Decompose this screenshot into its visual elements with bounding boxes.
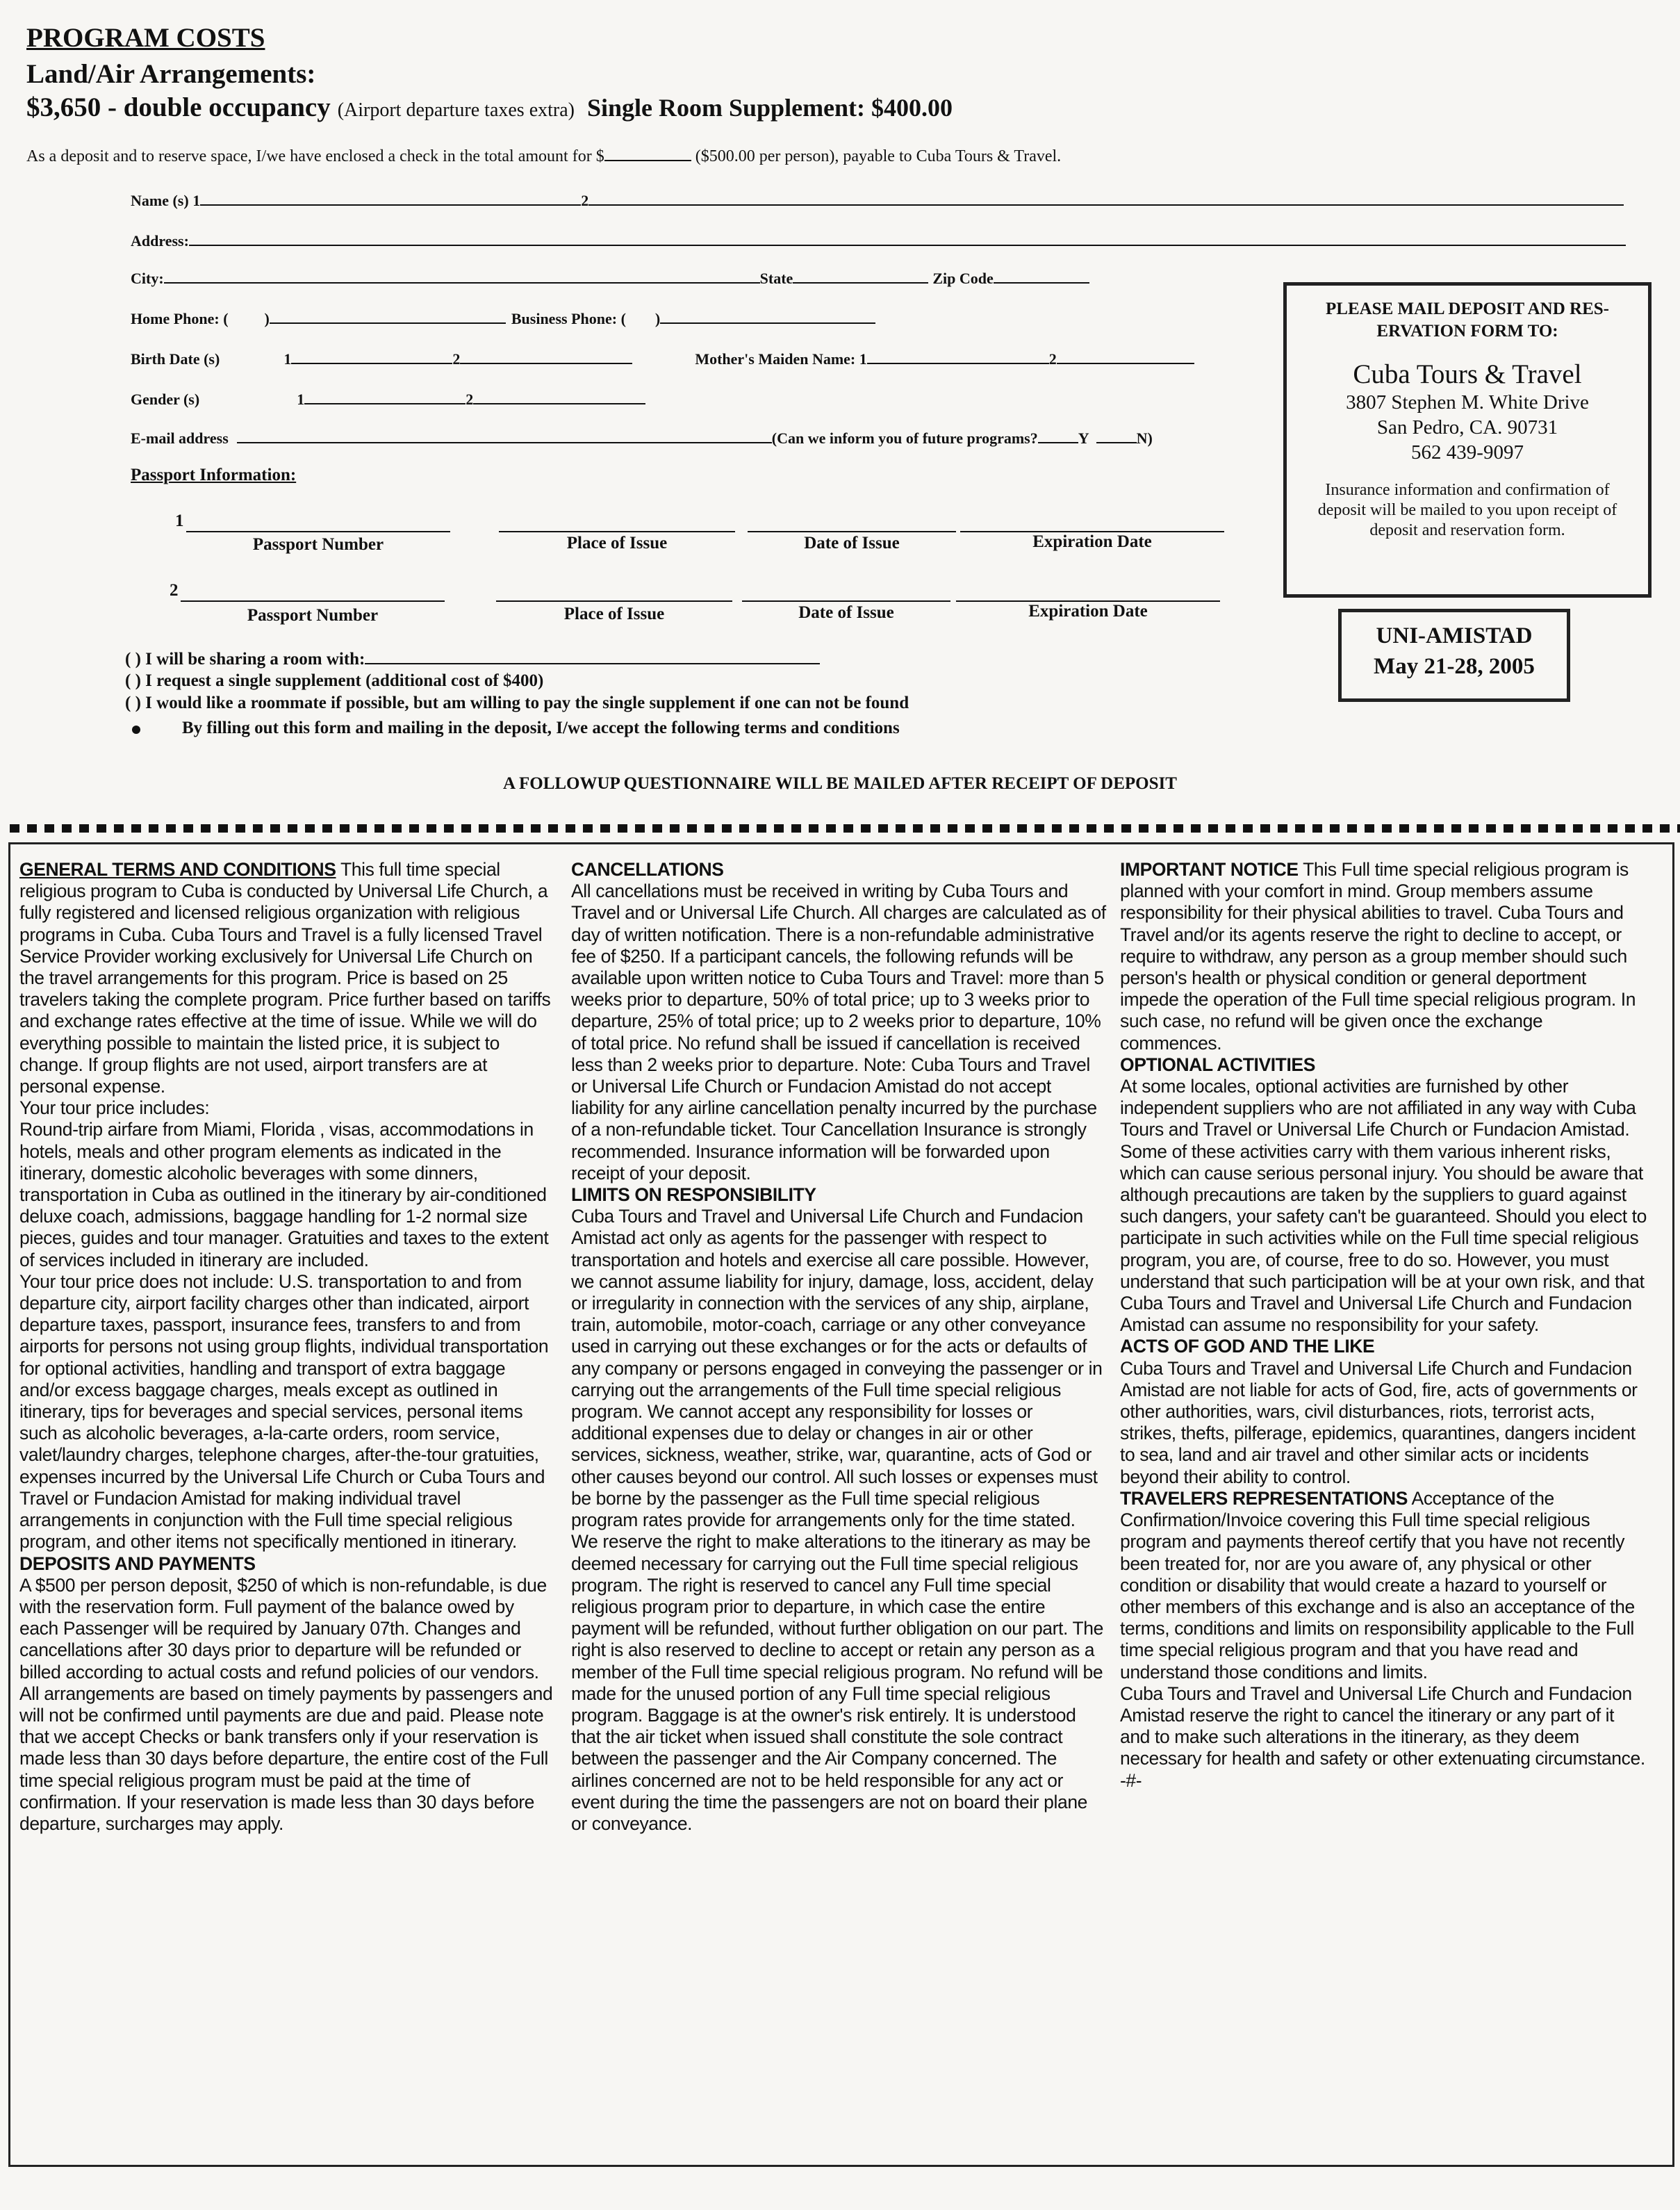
maiden-2-field[interactable] xyxy=(1057,346,1194,364)
passport-2-col-expiration: Expiration Date xyxy=(1028,602,1148,621)
optional-activities-heading: OPTIONAL ACTIVITIES xyxy=(1120,1054,1315,1075)
inform-yes-field[interactable] xyxy=(1038,425,1078,443)
birth-1-label: 1 xyxy=(283,350,292,368)
option-sharing[interactable] xyxy=(125,649,820,669)
option-single-label: I request a single supplement (additional cost of $400) xyxy=(145,671,544,690)
passport-2-place-field[interactable] xyxy=(496,599,732,602)
mail-box-phone: 562 439-9097 xyxy=(1411,441,1524,464)
home-phone-paren: ) xyxy=(264,310,270,327)
acceptance-statement: By filling out this form and mailing in the deposit, I/we accept the following terms and conditions xyxy=(182,719,900,737)
inform-question: (Can we inform you of future programs? xyxy=(771,429,1038,447)
deposit-amount-field[interactable] xyxy=(604,143,691,161)
inform-yes-label: Y xyxy=(1078,429,1089,447)
gender-2-label: 2 xyxy=(466,391,474,408)
travelers-text: Acceptance of the Confirmation/Invoice covering this Full time special religious program and payments thereof certify that you have not recently been treated for, nor are you aware of, any physical or other condition or disability that would create a hazard to yourself or other members of this exchange and is also an acceptance of the terms, conditions and limits on responsibility applicable to the Full time special religious program and that you have read and understand those conditions and limits. xyxy=(1120,1487,1635,1683)
option-sharing-label: I will be sharing a room with: xyxy=(145,650,365,669)
address-row xyxy=(131,228,1626,250)
gender-label: Gender (s) xyxy=(131,391,200,408)
home-phone-label: Home Phone: ( xyxy=(131,310,229,327)
subtitle: Land/Air Arrangements: xyxy=(26,59,316,89)
business-phone-label: Business Phone: ( xyxy=(511,310,626,327)
email-row xyxy=(131,425,1153,448)
price-line xyxy=(26,92,953,123)
option-single[interactable] xyxy=(125,671,543,691)
single-supplement: Single Room Supplement: $400.00 xyxy=(586,94,953,122)
final-text: Cuba Tours and Travel and Universal Life Church and Fundacion Amistad reserve the right to cancel the itinerary or any part of it and to make such alterations in the itinerary, as they deem necessary for health and safety or other extenuating circumstance. -#- xyxy=(1120,1683,1645,1791)
important-notice-text: This Full time special religious program is planned with your comfort in mind. Group members assume responsibility for their physical abilities to travel. Cuba Tours and Travel and/or its agents reserve the right to decline to accept, or require to withdraw, any person as a group member should such person's health or physical condition or general deportment impede the operation of the Full time special religious program. In such case, no refund will be given once the exchange commences. xyxy=(1120,859,1636,1054)
email-field[interactable] xyxy=(237,425,772,443)
city-row xyxy=(131,265,1089,288)
passport-heading: Passport Information: xyxy=(131,466,297,484)
terms-column-2 xyxy=(571,859,1106,1835)
limits-text: Cuba Tours and Travel and Universal Life Church and Fundacion Amistad act only as agents for the passenger with respect to transportation and hotels and exercise all care possible. However, we cannot assume liability for injury, damage, loss, accident, delay or irregularity in connection with the services of any ship, airplane, train, automobile, motor-coach, carriage or any other conveyance used in carrying out these exchanges or for the acts or defaults of any company or persons engaged in conveying the passenger or in carrying out the arrangements of the Full time special religious program. We cannot accept any responsibility for losses or additional expenses due to delay or changes in air or other services, sickness, weather, strike, war, quarantine, acts of God or other causes beyond our control. All such losses or expenses must be borne by the passenger as the Full time special religious program rates provide for arrangements only for the time stated. We reserve the right to make alterations to the itinerary as may be deemed necessary for carrying out the Full time special religious program. The right is reserved to cancel any Full time special religious program prior to departure, in which case the entire payment will be refunded, without further obligation on our part. The right is also reserved to decline to accept or retain any person as a member of the Full time special religious program. No refund will be made for the unused portion of any Full time special religious program. Baggage is at the owner's risk entirely. It is understood that the air ticket when issued shall constitute the sole contract between the passenger and the Air Company concerned. The airlines concerned are not to be held responsible for any act or event during the time the passengers are not on board their plane or conveyance. xyxy=(571,1206,1103,1834)
passport-2-number-field[interactable] xyxy=(181,599,445,602)
passport-2-date-field[interactable] xyxy=(742,599,950,602)
passport-1-date-field[interactable] xyxy=(748,530,956,532)
city-label: City: xyxy=(131,270,164,287)
birth-date-2-field[interactable] xyxy=(460,346,632,364)
excludes-text: Your tour price does not include: U.S. transportation to and from departure city, airport facility charges other than indicated, airport departure taxes, passport, insurance fees, transfers to and from airports for persons not using group flights, individual transportation for optional activities, handling and transport of extra baggage and/or excess baggage charges, meals except as outlined in itinerary, tips for beverages and special services, personal items such as alcoholic beverages, a-la-carte orders, room service, valet/laundry charges, telephone charges, after-the-tour gratuities, expenses incurred by the Universal Life Church or Cuba Tours and Travel or Fundacion Amistad for making individual travel arrangements in conjunction with the Full time special religious program, and other items not specifically mentioned in itinerary. xyxy=(19,1270,549,1553)
passport-1-col-number: Passport Number xyxy=(252,535,384,554)
gender-2-field[interactable] xyxy=(473,386,645,404)
includes-text: Round-trip airfare from Miami, Florida , visas, accommodations in hotels, meals and other program elements as indicated in the itinerary, domestic alcoholic beverages with some dinners, transportation in Cuba as outlined in the itinerary by air-conditioned deluxe coach, admissions, baggage handling for 1-2 normal size pieces, guides and tour manager. Gratuities and taxes to the extent of services included in itinerary are included. xyxy=(19,1119,549,1270)
name-2-field[interactable] xyxy=(588,188,1624,206)
birth-2-label: 2 xyxy=(452,350,461,368)
state-label: State xyxy=(759,270,793,287)
followup-notice: A FOLLOWUP QUESTIONNAIRE WILL BE MAILED AFTER RECEIPT OF DEPOSIT xyxy=(503,774,1177,793)
birth-row xyxy=(131,346,1194,368)
optional-activities-text: At some locales, optional activities are furnished by other independent suppliers who are not affiliated in any way with Cuba Tours and Travel or Universal Life Church or Fundacion Amistad. Some of these activities carry with them various inherent risks, which can cause serious personal injury. You should be aware that although precautions are taken by the suppliers to guard against such dangers, your safety can't be guaranteed. Should you elect to participate in such activities while on the Full time special religious program, you are, of course, free to do so. However, you must understand that such participation will be at your own risk, and that Cuba Tours and Travel and Universal Life Church and Fundacion Amistad can assume no responsibility for your safety. xyxy=(1120,1076,1647,1336)
program-box xyxy=(1338,609,1570,702)
mail-box-street: 3807 Stephen M. White Drive xyxy=(1346,391,1589,414)
option-single-checkbox[interactable]: ( ) xyxy=(125,671,141,690)
gender-1-label: 1 xyxy=(297,391,305,408)
option-roommate[interactable] xyxy=(125,694,909,713)
option-sharing-checkbox[interactable]: ( ) xyxy=(125,650,141,669)
names-label: Name (s) 1 xyxy=(131,192,201,209)
page-title: PROGRAM COSTS xyxy=(26,23,265,53)
address-label: Address: xyxy=(131,232,189,249)
terms-column-3 xyxy=(1120,859,1648,1792)
mail-box-heading: PLEASE MAIL DEPOSIT AND RES-ERVATION FORM TO: xyxy=(1326,300,1609,341)
passport-1-col-expiration: Expiration Date xyxy=(1032,532,1152,551)
passport-1-col-date: Date of Issue xyxy=(804,534,900,552)
gender-row xyxy=(131,386,645,409)
travelers-heading: TRAVELERS REPRESENTATIONS xyxy=(1120,1487,1408,1509)
gender-1-field[interactable] xyxy=(304,386,466,404)
program-name: UNI-AMISTAD xyxy=(1376,623,1533,648)
maiden-2-label: 2 xyxy=(1048,350,1057,368)
limits-heading: LIMITS ON RESPONSIBILITY xyxy=(571,1184,816,1206)
names-label-2: 2 xyxy=(581,192,589,209)
passport-1-number-field[interactable] xyxy=(186,530,450,532)
bullet-icon xyxy=(132,726,140,734)
mail-box-note: Insurance information and confirmation of deposit will be mailed to you upon receipt of deposit and reservation form. xyxy=(1317,481,1617,539)
deposits-text: A $500 per person deposit, $250 of which is non-refundable, is due with the reservation form. Full payment of the balance owed by each Passenger will be required by January 07th. Changes and cancellations after 30 days prior to departure will be refunded or billed according to actual costs and refund policies of our vendors. All arrangements are based on timely payments by passengers and will not be confirmed until payments are due and paid. Please note that we accept Checks or bank transfers only if your reservation is made less than 30 days before departure, the entire cost of the Full time special religious program must be paid at the time of confirmation. If your reservation is made less than 30 days before departure, surcharges may apply. xyxy=(19,1574,553,1834)
passport-2-col-date: Date of Issue xyxy=(798,603,894,622)
birth-date-label: Birth Date (s) xyxy=(131,350,220,368)
address-field[interactable] xyxy=(189,228,1626,246)
passport-1-col-place: Place of Issue xyxy=(566,534,668,552)
option-roommate-checkbox[interactable]: ( ) xyxy=(125,694,141,712)
maiden-label: Mother's Maiden Name: 1 xyxy=(695,350,867,368)
names-row xyxy=(131,188,1638,210)
passport-row-2-number: 2 xyxy=(170,581,179,600)
includes-heading: Your tour price includes: xyxy=(19,1097,210,1119)
passport-row-1-number: 1 xyxy=(175,511,184,530)
option-roommate-label: I would like a roommate if possible, but am willing to pay the single supplement if one can not be found xyxy=(145,694,909,712)
zip-label: Zip Code xyxy=(932,270,994,287)
cut-line-divider xyxy=(10,824,1680,833)
business-phone-paren: ) xyxy=(654,310,661,327)
acts-of-god-text: Cuba Tours and Travel and Universal Life Church and Fundacion Amistad are not liable for acts of God, fire, acts of governments or other authorities, wars, civil disturbances, riots, terrorist acts, strikes, thefts, pilferage, epidemics, quarantines, dangers incident to sea, land and air travel and other similar acts or incidents beyond their ability to control. xyxy=(1120,1357,1638,1487)
terms-column-1 xyxy=(19,859,554,1835)
general-terms-heading: GENERAL TERMS AND CONDITIONS xyxy=(19,859,336,880)
business-phone-field[interactable] xyxy=(660,306,875,324)
mail-deposit-box xyxy=(1283,282,1652,598)
price: $3,650 - double occupancy xyxy=(26,92,331,122)
cancellations-heading: CANCELLATIONS xyxy=(571,859,724,880)
home-phone-field[interactable] xyxy=(270,306,506,324)
mail-box-company: Cuba Tours & Travel xyxy=(1353,359,1582,389)
deposit-per-person: ($500.00 per person), payable to Cuba Tours & Travel. xyxy=(695,147,1062,165)
acts-of-god-heading: ACTS OF GOD AND THE LIKE xyxy=(1120,1336,1375,1357)
phone-row xyxy=(131,306,875,328)
deposit-line xyxy=(26,143,1061,166)
email-label: E-mail address xyxy=(131,429,229,447)
passport-1-place-field[interactable] xyxy=(499,530,735,532)
birth-date-1-field[interactable] xyxy=(291,346,452,364)
cancellations-text: All cancellations must be received in writing by Cuba Tours and Travel and or Universal Life Church. All charges are calculated as of day of written notification. There is a non-refundable administrative fee of $250. If a participant cancels, the following refunds will be available upon written notice to Cuba Tours and Travel: more than 5 weeks prior to departure, 50% of total price; up to 3 weeks prior to departure, 25% of total price; up to 2 weeks prior to departure, 10% of total price. No refund shall be issued if cancellation is received less than 2 weeks prior to departure. Note: Cuba Tours and Travel or Universal Life Church or Fundacion Amistad do not accept liability for any airline cancellation penalty incurred by the purchase of a non-refundable ticket. Tour Cancellation Insurance is strongly recommended. Insurance information will be forwarded upon receipt of your deposit. xyxy=(571,881,1106,1184)
passport-2-col-place: Place of Issue xyxy=(563,605,665,623)
inform-no-field[interactable] xyxy=(1096,425,1137,443)
city-field[interactable] xyxy=(164,265,760,284)
roommate-name-field[interactable] xyxy=(365,649,820,664)
state-field[interactable] xyxy=(793,265,928,284)
deposits-heading: DEPOSITS AND PAYMENTS xyxy=(19,1553,256,1574)
name-1-field[interactable] xyxy=(200,188,581,206)
mail-box-city: San Pedro, CA. 90731 xyxy=(1376,416,1558,439)
passport-2-col-number: Passport Number xyxy=(247,606,379,625)
inform-no-label: N) xyxy=(1136,429,1153,447)
program-dates: May 21-28, 2005 xyxy=(1374,654,1535,679)
zip-field[interactable] xyxy=(994,265,1089,284)
important-notice-heading: IMPORTANT NOTICE xyxy=(1120,859,1299,880)
taxes-note: (Airport departure taxes extra) xyxy=(337,99,575,121)
maiden-1-field[interactable] xyxy=(867,346,1049,364)
deposit-text: As a deposit and to reserve space, I/we have enclosed a check in the total amount for $ xyxy=(26,147,604,165)
general-terms-text: This full time special religious program to Cuba is conducted by Universal Life Church, a fully registered and licensed religious organization with religious programs in Cuba. Cuba Tours and Travel is a fully licensed Travel Service Provider working exclusively for Universal Life Church on the travel arrangements for this program. Price is based on 25 travelers taking the complete program. Price further based on tariffs and exchange rates effective at the time of issue. While we will do everything possible to maintain the listed price, it is subject to change. If group flights are not used, airport transfers are at personal expense. xyxy=(19,859,551,1097)
